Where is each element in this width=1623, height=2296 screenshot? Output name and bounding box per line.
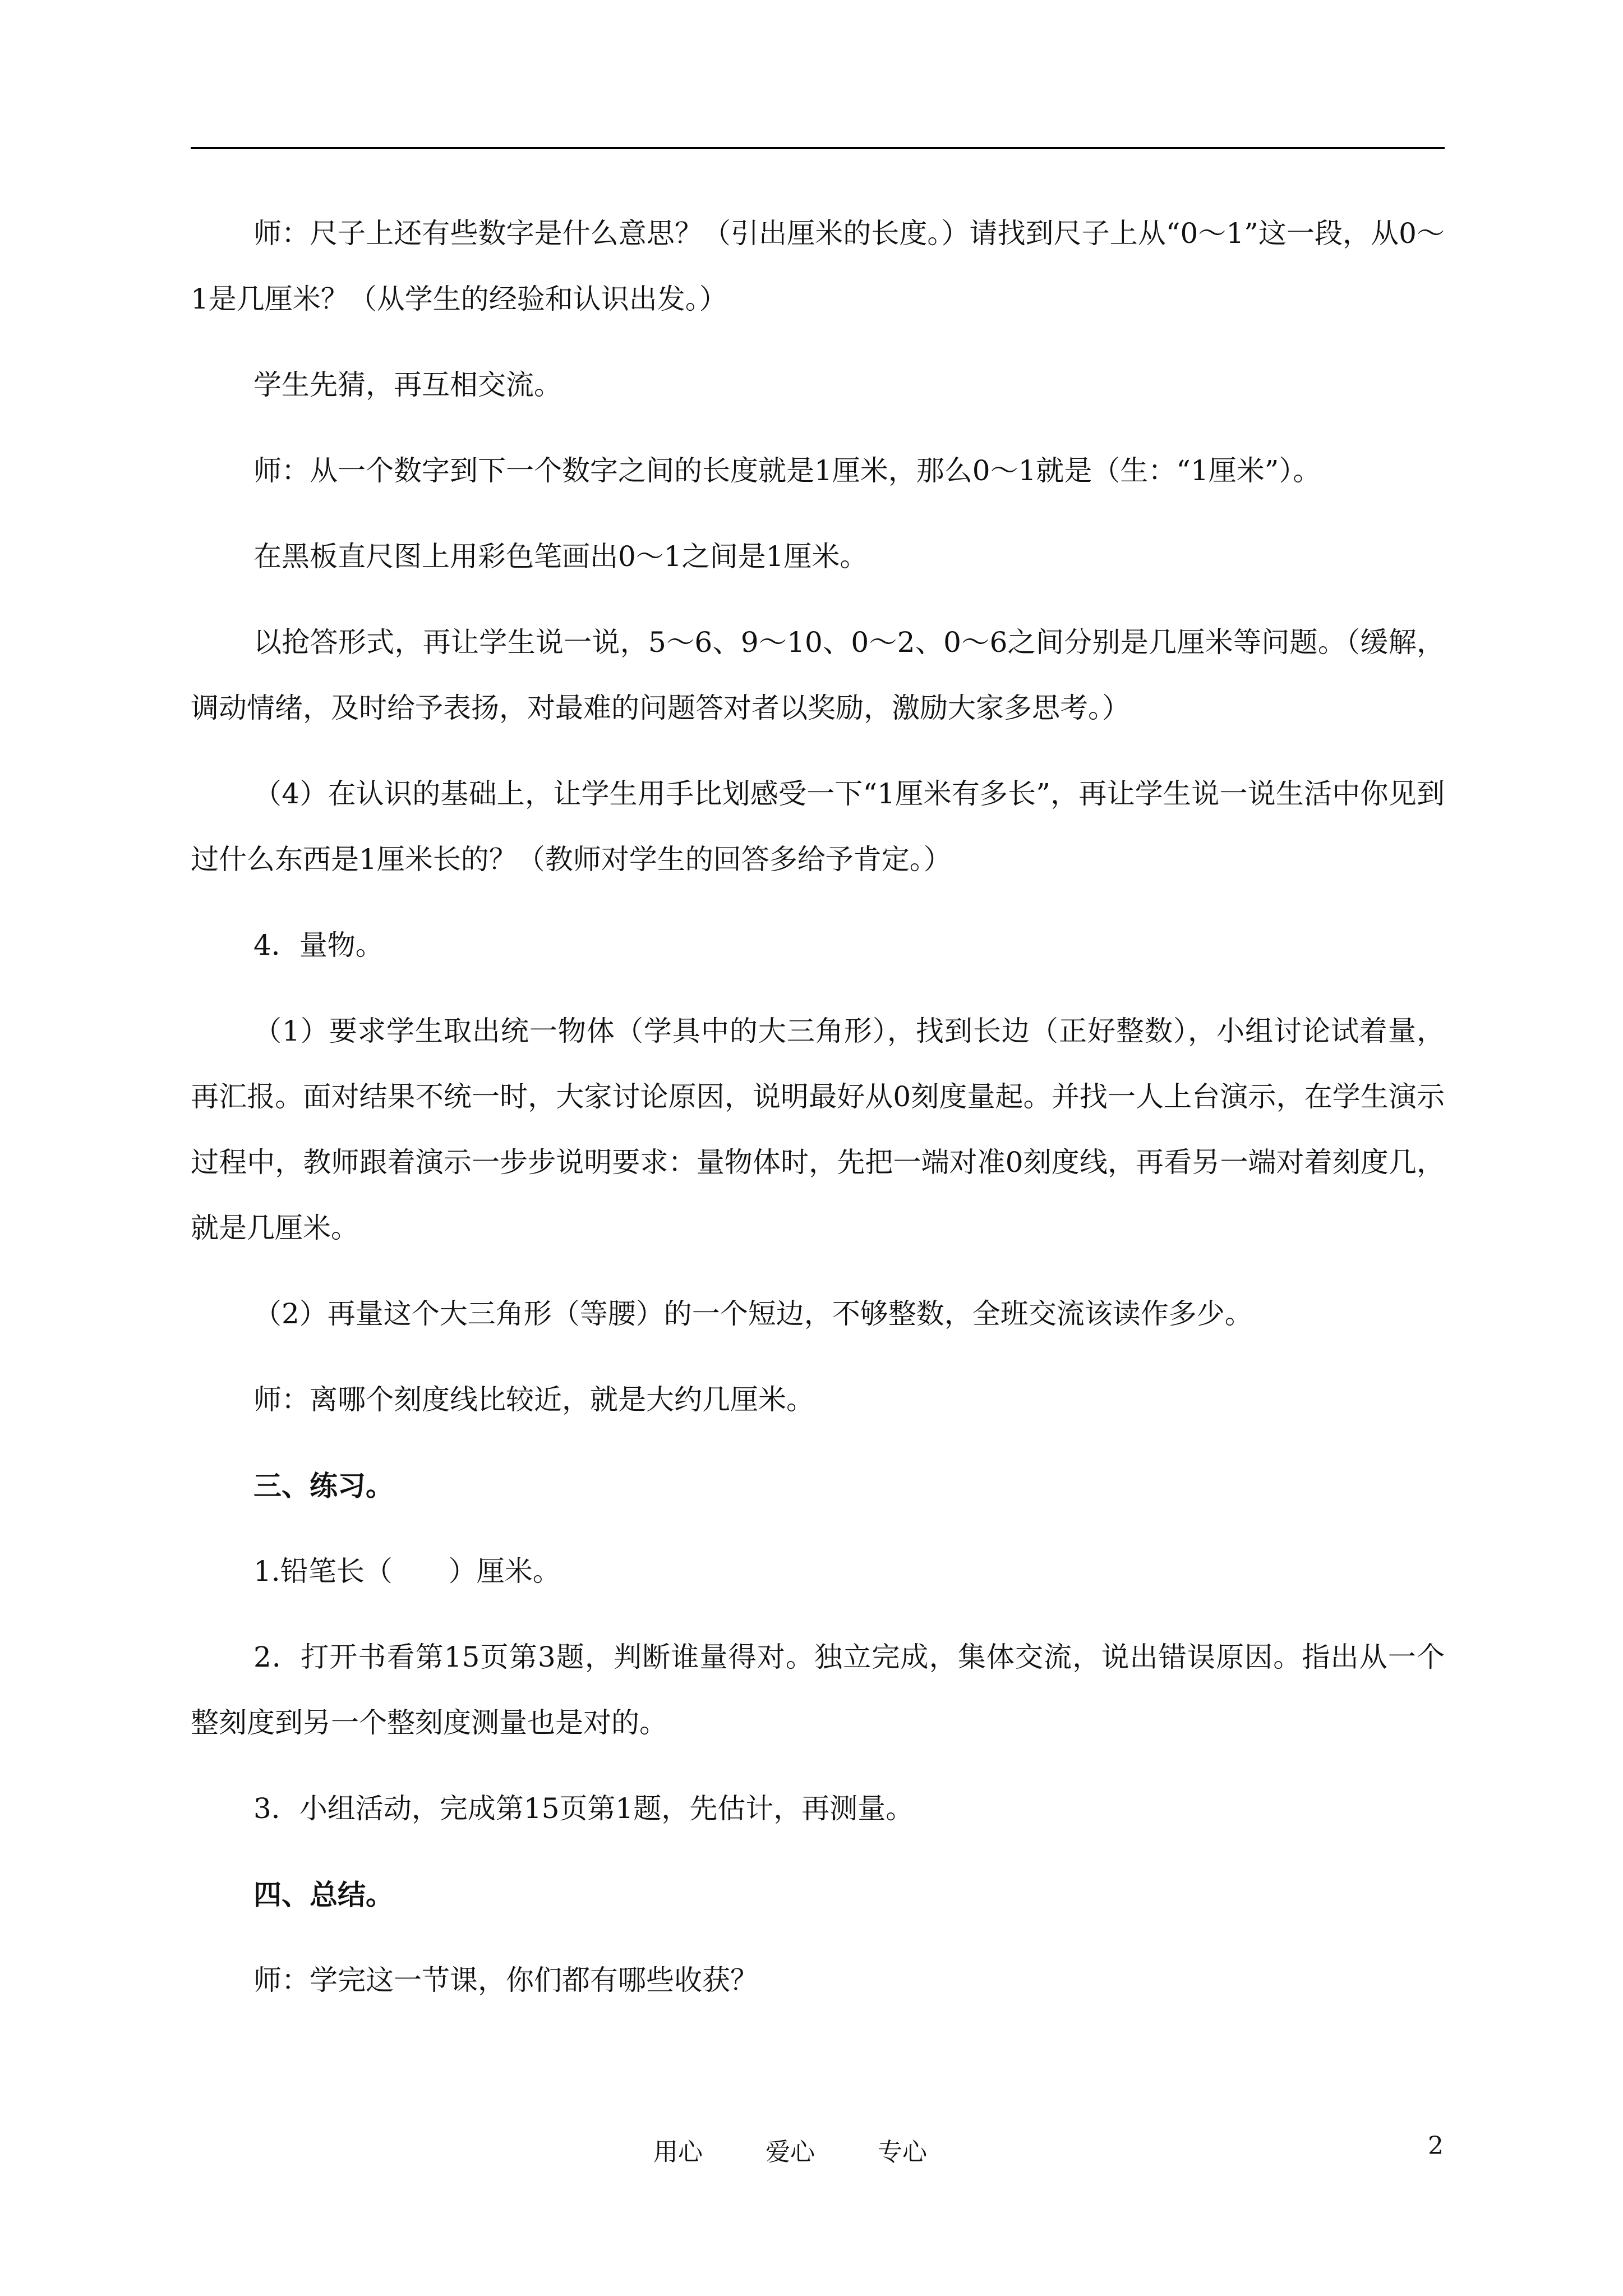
paragraph-pencil-length: 1.铅笔长（ ）厘米。	[253, 1555, 561, 1588]
document-body	[191, 201, 1445, 2013]
paragraph-ruler-numbers: 师：尺子上还有些数字是什么意思？（引出厘米的长度。）请找到尺子上从“0～1”这一段，从0～1是几厘米？（从学生的经验和认识出发。）	[191, 217, 1445, 315]
footer-motto-word: 爱心	[766, 2138, 815, 2166]
paragraph-triangle-long-side: （1）要求学生取出统一物体（学具中的大三角形），找到长边（正好整数），小组讨论试着量，再汇报。面对结果不统一时，大家讨论原因，说明最好从0刻度量起。并找一人上台演示，在学生演示过程中，教师跟着演示一步步说明要求：量物体时，先把一端对准0刻度线，再看另一端对着刻度几，就是几厘米。	[191, 1015, 1445, 1244]
page-footer	[0, 2132, 1623, 2165]
paragraph-nearest-mark: 师：离哪个刻度线比较近，就是大约几厘米。	[253, 1383, 814, 1416]
footer-motto	[653, 2132, 990, 2168]
paragraph-feel-length: （4）在认识的基础上，让学生用手比划感受一下“1厘米有多长”，再让学生说一说生活中你见到过什么东西是1厘米长的？（教师对学生的回答多给予肯定。）	[191, 777, 1445, 876]
paragraph-students-guess: 学生先猜，再互相交流。	[253, 369, 562, 401]
header-rule	[191, 147, 1445, 149]
section-heading-practice: 三、练习。	[253, 1469, 394, 1502]
paragraph-blackboard: 在黑板直尺图上用彩色笔画出0～1之间是1厘米。	[253, 540, 868, 573]
paragraph-quick-answer: 以抢答形式，再让学生说一说，5～6、9～10、0～2、0～6之间分别是几厘米等问题。（缓解，调动情绪，及时给予表扬，对最难的问题答对者以奖励，激励大家多思考。）	[191, 626, 1445, 724]
paragraph-triangle-short-side: （2）再量这个大三角形（等腰）的一个短边，不够整数，全班交流该读作多少。	[253, 1297, 1253, 1330]
footer-motto-word: 专心	[878, 2138, 927, 2166]
footer-motto-word: 用心	[653, 2138, 703, 2166]
paragraph-gains: 师：学完这一节课，你们都有哪些收获？	[253, 1964, 758, 1996]
paragraph-one-centimeter: 师：从一个数字到下一个数字之间的长度就是1厘米，那么0～1就是（生：“1厘米”）。	[253, 454, 1321, 487]
page-number: 2	[1428, 2132, 1444, 2160]
section-heading-summary: 四、总结。	[253, 1878, 394, 1911]
paragraph-measure-objects: 4．量物。	[253, 929, 384, 961]
paragraph-group-activity: 3．小组活动，完成第15页第1题，先估计，再测量。	[253, 1792, 914, 1825]
paragraph-book-exercise: 2．打开书看第15页第3题，判断谁量得对。独立完成，集体交流，说出错误原因。指出从一个整刻度到另一个整刻度测量也是对的。	[191, 1641, 1445, 1739]
